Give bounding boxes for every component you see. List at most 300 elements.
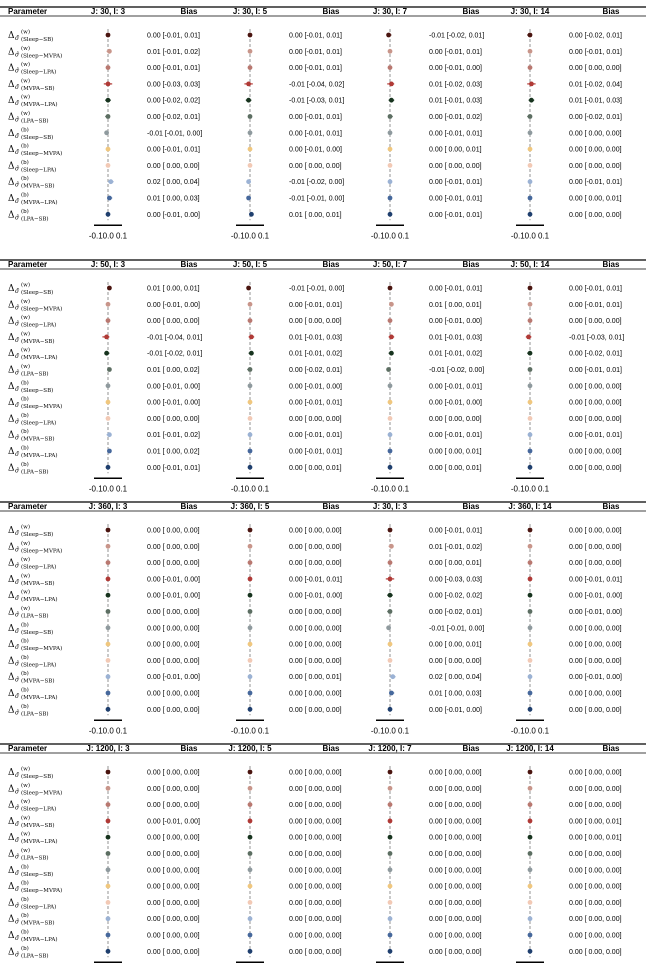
point-estimate [106, 707, 111, 712]
forest-panel [231, 7, 344, 240]
parameter-superscript: (b) [21, 192, 29, 199]
eps-symbol: σ̃ [15, 951, 20, 959]
bias-value: 0.00 [ 0.00, 0.00] [289, 818, 342, 826]
bias-value: 0.00 [ 0.00, 0.01] [289, 464, 342, 472]
bias-value: 0.00 [-0.01, 0.01] [569, 285, 622, 293]
point-estimate [106, 82, 111, 87]
parameter-subscript: (MVPA−SB) [21, 183, 55, 190]
parameter-subscript: (MVPA−LPA) [21, 355, 58, 362]
bias-value: 0.00 [ 0.00, 0.00] [147, 916, 200, 924]
point-estimate [388, 867, 393, 872]
bias-value: -0.01 [-0.02, 0.00] [289, 179, 345, 187]
parameter-subscript: (Sleep−LPA) [21, 904, 57, 911]
bias-value: 0.00 [ 0.00, 0.00] [429, 415, 482, 423]
parameter-label [8, 572, 54, 587]
bias-value: 0.00 [-0.02, 0.01] [569, 114, 622, 121]
parameter-subscript: (Sleep−MVPA) [21, 306, 63, 313]
bias-value: 0.00 [ 0.00, 0.00] [569, 899, 622, 907]
point-estimate [528, 770, 533, 775]
bias-value: 0.00 [ 0.00, 0.00] [147, 948, 200, 956]
delta-symbol: Δ [8, 526, 15, 536]
eps-symbol: σ̃ [15, 611, 20, 619]
point-estimate [528, 179, 533, 184]
x-tick-labels: -0.10.0 0.1 [510, 484, 550, 494]
parameter-label [8, 687, 58, 702]
delta-symbol: Δ [8, 558, 15, 569]
point-estimate [248, 130, 253, 135]
parameter-label [8, 347, 58, 362]
bias-value: 0.00 [-0.01, 0.01] [429, 211, 482, 219]
eps-symbol: σ̃ [15, 304, 20, 312]
parameter-superscript: (w) [21, 606, 30, 612]
forest-panel [228, 744, 341, 969]
point-estimate [106, 33, 111, 38]
point-estimate [248, 577, 253, 582]
point-estimate [528, 318, 533, 323]
bias-value: 0.01 [ 0.00, 0.01] [289, 211, 342, 219]
point-estimate [106, 770, 111, 775]
eps-symbol: σ̃ [15, 51, 20, 59]
bias-value: -0.01 [-0.01, 0.00] [289, 195, 345, 203]
delta-symbol: Δ [8, 672, 15, 683]
bias-value: 0.00 [ 0.00, 0.00] [429, 834, 482, 842]
point-estimate [388, 416, 393, 421]
point-estimate [388, 707, 393, 712]
parameter-superscript: (w) [21, 815, 30, 822]
point-estimate [248, 560, 253, 565]
parameter-superscript: (w) [21, 782, 30, 789]
parameter-subscript: (Sleep−MVPA) [21, 646, 63, 653]
delta-symbol: Δ [8, 365, 15, 376]
bias-value: 0.00 [ 0.00, 0.00] [569, 916, 622, 924]
point-estimate [106, 900, 111, 905]
parameter-superscript: (w) [21, 848, 30, 854]
bias-value: 0.00 [ 0.00, 0.01] [569, 834, 622, 842]
eps-symbol: σ̃ [15, 788, 20, 796]
bias-value: 0.00 [ 0.00, 0.00] [429, 785, 482, 793]
parameter-superscript: (b) [21, 671, 29, 678]
parameter-label [8, 912, 54, 927]
bias-value: 0.00 [ 0.00, 0.00] [569, 948, 622, 956]
eps-symbol: σ̃ [15, 336, 20, 344]
parameter-label [8, 847, 49, 862]
eps-symbol: σ̃ [15, 578, 20, 586]
bias-value: 0.00 [-0.01, 0.01] [289, 32, 342, 40]
delta-symbol: Δ [8, 833, 15, 844]
bias-value: 0.00 [-0.01, 0.00] [147, 399, 200, 407]
bias-value: -0.01 [-0.02, 0.00] [429, 367, 485, 374]
parameter-superscript: (b) [21, 412, 29, 419]
point-estimate [106, 65, 111, 70]
parameter-label [8, 556, 56, 571]
point-estimate [248, 819, 253, 824]
eps-symbol: σ̃ [15, 149, 20, 157]
point-estimate [106, 383, 111, 388]
eps-symbol: σ̃ [15, 418, 20, 426]
bias-value: 0.00 [ 0.00, 0.00] [289, 867, 342, 875]
delta-symbol: Δ [8, 31, 15, 41]
point-estimate [388, 609, 393, 614]
point-estimate [528, 432, 533, 437]
bias-value: 0.00 [ 0.00, 0.00] [147, 657, 200, 665]
bias-value: 0.00 [ 0.00, 0.00] [289, 916, 342, 924]
bias-value: 0.00 [ 0.00, 0.00] [289, 625, 342, 633]
point-estimate [528, 33, 533, 38]
parameter-label [8, 192, 58, 207]
parameter-superscript: (w) [21, 799, 30, 806]
point-estimate [107, 367, 112, 372]
bias-value: 0.00 [ 0.00, 0.00] [569, 318, 622, 326]
point-estimate [388, 286, 393, 291]
parameter-subscript: (MVPA−SB) [21, 85, 55, 92]
bias-value: 0.00 [ 0.00, 0.00] [147, 706, 200, 714]
point-estimate [528, 49, 533, 54]
point-estimate [388, 179, 393, 184]
bias-value: 0.01 [-0.01, 0.02] [147, 48, 200, 56]
point-estimate [248, 528, 253, 533]
point-estimate [388, 819, 393, 824]
parameter-label [8, 412, 56, 427]
panel-title: J: 30, I: 7 [372, 7, 408, 16]
bias-value: 0.00 [ 0.00, 0.00] [147, 560, 200, 568]
point-estimate [248, 835, 253, 840]
point-estimate [528, 465, 533, 470]
point-estimate [528, 286, 533, 291]
point-estimate [388, 802, 393, 807]
delta-symbol: Δ [8, 800, 15, 811]
bias-value: 0.00 [ 0.00, 0.00] [289, 543, 342, 551]
bias-value: 0.00 [-0.01, 0.00] [147, 818, 200, 826]
bias-value: 0.00 [-0.01, 0.01] [429, 432, 482, 440]
x-tick-labels: -0.10.0 0.1 [230, 231, 270, 241]
point-estimate [388, 884, 393, 889]
bias-value: 0.00 [ 0.00, 0.00] [569, 211, 622, 219]
bias-value: -0.01 [-0.01, 0.00] [289, 285, 345, 293]
bias-value: 0.00 [ 0.00, 0.00] [429, 948, 482, 956]
point-estimate [248, 65, 253, 70]
point-estimate [528, 351, 533, 356]
point-estimate [249, 351, 254, 356]
delta-symbol: Δ [8, 607, 15, 618]
point-estimate [248, 147, 253, 152]
parameter-label [8, 621, 53, 636]
bias-value: 0.00 [ 0.00, 0.01] [429, 641, 482, 649]
bias-value: 0.00 [ 0.00, 0.00] [147, 543, 200, 551]
point-estimate [106, 465, 111, 470]
parameter-superscript: (w) [21, 589, 30, 596]
point-estimate [388, 147, 393, 152]
point-estimate [106, 609, 111, 614]
bias-value: 0.00 [-0.01, 0.00] [569, 609, 622, 616]
eps-symbol: σ̃ [15, 676, 20, 684]
point-estimate [528, 786, 533, 791]
parameter-subscript: (MVPA−LPA) [21, 200, 58, 206]
forest-panel [511, 7, 622, 240]
bias-value: 0.00 [-0.01, 0.01] [429, 48, 482, 56]
delta-symbol: Δ [8, 112, 15, 123]
point-estimate [528, 835, 533, 840]
parameter-superscript: (b) [21, 461, 29, 468]
parameter-subscript: (MVPA−LPA) [21, 453, 58, 459]
point-estimate [106, 544, 111, 549]
bias-value: 0.00 [ 0.00, 0.00] [289, 851, 342, 858]
bias-value: 0.00 [-0.01, 0.00] [147, 301, 200, 309]
bias-value: 0.01 [-0.01, 0.03] [289, 334, 342, 342]
point-estimate [248, 867, 253, 872]
bias-value: 0.00 [ 0.00, 0.00] [569, 851, 622, 858]
delta-symbol: Δ [8, 210, 15, 221]
delta-symbol: Δ [8, 300, 15, 311]
panel-title: J: 1200, I: 3 [86, 744, 130, 753]
bias-value: 0.00 [ 0.00, 0.00] [569, 65, 622, 73]
parameter-label [8, 670, 54, 685]
point-estimate [106, 867, 111, 872]
x-tick-labels: -0.10.0 0.1 [370, 484, 410, 494]
point-estimate [106, 114, 111, 119]
parameter-superscript: (w) [21, 766, 30, 773]
bias-value: 0.00 [ 0.00, 0.00] [569, 641, 622, 649]
parameter-subscript: (Sleep−SB) [21, 774, 54, 780]
point-estimate [248, 802, 253, 807]
point-estimate [388, 528, 393, 533]
bias-value: 0.00 [-0.01, 0.00] [289, 146, 342, 154]
point-estimate [388, 212, 393, 217]
parameter-superscript: (w) [21, 94, 30, 101]
point-estimate [104, 351, 109, 356]
bias-value: 0.00 [-0.01, 0.00] [429, 65, 482, 73]
x-tick-labels: -0.10.0 0.1 [510, 231, 550, 241]
bias-value: 0.01 [ 0.00, 0.01] [147, 285, 200, 293]
eps-symbol: σ̃ [15, 451, 20, 458]
bias-value: 0.00 [ 0.00, 0.01] [429, 448, 482, 456]
parameter-label [8, 61, 56, 76]
eps-symbol: σ̃ [15, 67, 20, 75]
panel-title: J: 360, I: 5 [230, 502, 270, 511]
bias-header: Bias [602, 7, 620, 16]
parameter-subscript: (MVPA−LPA) [21, 937, 58, 943]
bias-value: 0.00 [ 0.00, 0.00] [147, 899, 200, 907]
bias-value: 0.00 [ 0.00, 0.00] [147, 883, 200, 891]
bias-value: 0.00 [-0.02, 0.01] [569, 32, 622, 40]
bias-value: 0.00 [ 0.00, 0.00] [147, 851, 200, 858]
point-estimate [106, 884, 111, 889]
bias-value: 0.00 [ 0.00, 0.00] [147, 690, 200, 698]
bias-header: Bias [180, 744, 198, 753]
parameter-subscript: (LPA−SB) [21, 953, 49, 960]
point-estimate [528, 691, 533, 696]
point-estimate [528, 416, 533, 421]
forest-panel [231, 260, 344, 493]
parameter-label [8, 782, 62, 797]
x-tick-labels: -0.10.0 0.1 [370, 726, 410, 736]
bias-value: 0.00 [ 0.00, 0.00] [569, 560, 622, 568]
point-estimate [106, 625, 111, 630]
point-estimate [248, 449, 253, 454]
delta-symbol: Δ [8, 914, 15, 925]
bias-value: 0.01 [-0.02, 0.04] [569, 81, 622, 89]
bias-value: 0.00 [ 0.00, 0.00] [289, 415, 342, 423]
point-estimate [388, 196, 393, 201]
eps-symbol: σ̃ [15, 369, 20, 377]
parameter-superscript: (b) [21, 445, 29, 452]
point-estimate [248, 163, 253, 168]
parameter-label [8, 45, 62, 60]
x-tick-labels: -0.10.0 0.1 [88, 726, 128, 736]
point-estimate [106, 560, 111, 565]
bias-value: 0.01 [-0.01, 0.02] [147, 432, 200, 440]
bias-value: 0.00 [-0.01, 0.01] [429, 383, 482, 391]
eps-symbol: σ̃ [15, 100, 20, 108]
parameter-superscript: (w) [21, 540, 30, 547]
bias-header: Bias [462, 7, 480, 16]
point-estimate [388, 593, 393, 598]
point-estimate [388, 114, 393, 119]
bias-value: 0.00 [-0.01, 0.01] [289, 65, 342, 73]
parameter-subscript: (Sleep−LPA) [21, 662, 57, 669]
bias-value: 0.00 [-0.02, 0.01] [429, 609, 482, 616]
parameter-superscript: (b) [21, 864, 29, 871]
parameter-subscript: (Sleep−LPA) [21, 420, 57, 427]
parameter-subscript: (LPA−SB) [21, 216, 49, 223]
parameter-superscript: (w) [21, 78, 30, 85]
delta-symbol: Δ [8, 768, 15, 778]
bias-value: 0.00 [ 0.00, 0.00] [569, 399, 622, 407]
parameter-label [8, 863, 53, 878]
parameter-subscript: (MVPA−LPA) [21, 839, 58, 846]
eps-symbol: σ̃ [15, 385, 20, 393]
bias-value: 0.00 [ 0.00, 0.00] [147, 609, 200, 616]
delta-symbol: Δ [8, 640, 15, 651]
bias-header: Bias [462, 260, 480, 269]
parameter-subscript: (LPA−SB) [21, 371, 49, 378]
point-estimate [248, 400, 253, 405]
panel-title: J: 30, I: 14 [510, 7, 550, 16]
bias-value: 0.00 [ 0.00, 0.00] [429, 867, 482, 875]
bias-value: 0.00 [-0.01, 0.00] [147, 592, 200, 600]
eps-symbol: σ̃ [15, 402, 20, 410]
bias-value: -0.01 [-0.01, 0.00] [147, 130, 203, 138]
parameter-label [8, 524, 53, 539]
eps-symbol: σ̃ [15, 902, 20, 910]
point-estimate [388, 642, 393, 647]
parameter-label [8, 330, 54, 345]
parameter-label [8, 814, 54, 829]
bias-value: 0.00 [ 0.00, 0.00] [569, 706, 622, 714]
bias-value: 0.00 [-0.01, 0.01] [429, 195, 482, 203]
eps-symbol: σ̃ [15, 595, 20, 603]
delta-symbol: Δ [8, 865, 15, 876]
bias-value: 0.00 [ 0.00, 0.00] [147, 625, 200, 633]
parameter-label [8, 126, 53, 141]
bias-value: 0.00 [ 0.00, 0.00] [289, 527, 342, 535]
parameter-subscript: (Sleep−SB) [21, 629, 54, 636]
bias-value: 0.00 [ 0.00, 0.00] [289, 883, 342, 891]
bias-value: 0.00 [ 0.00, 0.01] [429, 560, 482, 568]
parameter-superscript: (w) [21, 831, 30, 838]
point-estimate [388, 835, 393, 840]
point-estimate [389, 98, 394, 103]
eps-symbol: σ̃ [15, 198, 20, 205]
point-estimate [248, 432, 253, 437]
point-estimate [528, 367, 533, 372]
parameter-label [8, 29, 53, 44]
bias-value: 0.00 [-0.01, 0.01] [429, 285, 482, 293]
delta-symbol: Δ [8, 849, 15, 860]
panel-title: J: 30, I: 3 [90, 7, 126, 16]
parameter-label [8, 589, 58, 604]
delta-symbol: Δ [8, 430, 15, 441]
delta-symbol: Δ [8, 898, 15, 909]
point-estimate [528, 449, 533, 454]
parameter-subscript: (Sleep−MVPA) [21, 790, 63, 797]
bias-value: 0.00 [ 0.00, 0.00] [429, 883, 482, 891]
point-estimate [528, 900, 533, 905]
point-estimate [388, 949, 393, 954]
bias-value: 0.00 [-0.01, 0.01] [289, 301, 342, 309]
forest-panel [368, 744, 481, 969]
bias-value: 0.00 [-0.01, 0.00] [429, 399, 482, 407]
delta-symbol: Δ [8, 463, 15, 474]
parameter-subscript: (LPA−SB) [21, 711, 49, 718]
parameter-label [8, 363, 49, 378]
bias-value: 0.00 [ 0.00, 0.00] [569, 785, 622, 793]
point-estimate [106, 674, 111, 679]
parameter-superscript: (b) [21, 176, 29, 183]
point-estimate [388, 318, 393, 323]
forest-panel [231, 502, 342, 735]
parameter-label [8, 143, 62, 158]
forest-panel [8, 744, 200, 969]
parameter-subscript: (Sleep−LPA) [21, 69, 57, 76]
point-estimate [528, 400, 533, 405]
parameter-subscript: (LPA−SB) [21, 469, 49, 476]
bias-value: 0.00 [ 0.00, 0.00] [147, 834, 200, 842]
bias-value: 0.00 [ 0.00, 0.01] [569, 195, 622, 203]
bias-value: 0.01 [-0.01, 0.03] [429, 97, 482, 105]
point-estimate [248, 691, 253, 696]
point-estimate [528, 528, 533, 533]
point-estimate [107, 196, 112, 201]
bias-value: 0.00 [ 0.00, 0.00] [289, 609, 342, 616]
point-estimate [106, 949, 111, 954]
point-estimate [388, 163, 393, 168]
parameter-subscript: (MVPA−LPA) [21, 695, 58, 701]
point-estimate [388, 65, 393, 70]
point-estimate [528, 65, 533, 70]
delta-symbol: Δ [8, 398, 15, 409]
eps-symbol: σ̃ [15, 116, 20, 124]
bias-value: 0.00 [ 0.00, 0.00] [289, 899, 342, 907]
bias-header: Bias [180, 502, 198, 511]
point-estimate [390, 674, 395, 679]
point-estimate [528, 577, 533, 582]
bias-value: 0.00 [-0.01, 0.01] [289, 48, 342, 56]
point-estimate [528, 212, 533, 217]
delta-symbol: Δ [8, 284, 15, 294]
point-estimate [248, 949, 253, 954]
x-tick-labels: -0.10.0 0.1 [88, 231, 128, 241]
bias-value: -0.01 [-0.02, 0.01] [147, 350, 203, 358]
parameter-label [8, 445, 58, 460]
point-estimate [107, 49, 112, 54]
bias-value: 0.00 [ 0.00, 0.00] [569, 867, 622, 875]
parameter-subscript: (LPA−SB) [21, 118, 49, 125]
point-estimate [106, 658, 111, 663]
bias-value: 0.00 [-0.01, 0.01] [569, 301, 622, 309]
bias-value: 0.00 [-0.01, 0.01] [429, 179, 482, 187]
bias-value: 0.00 [ 0.00, 0.00] [289, 162, 342, 170]
bias-header: Bias [322, 260, 340, 269]
